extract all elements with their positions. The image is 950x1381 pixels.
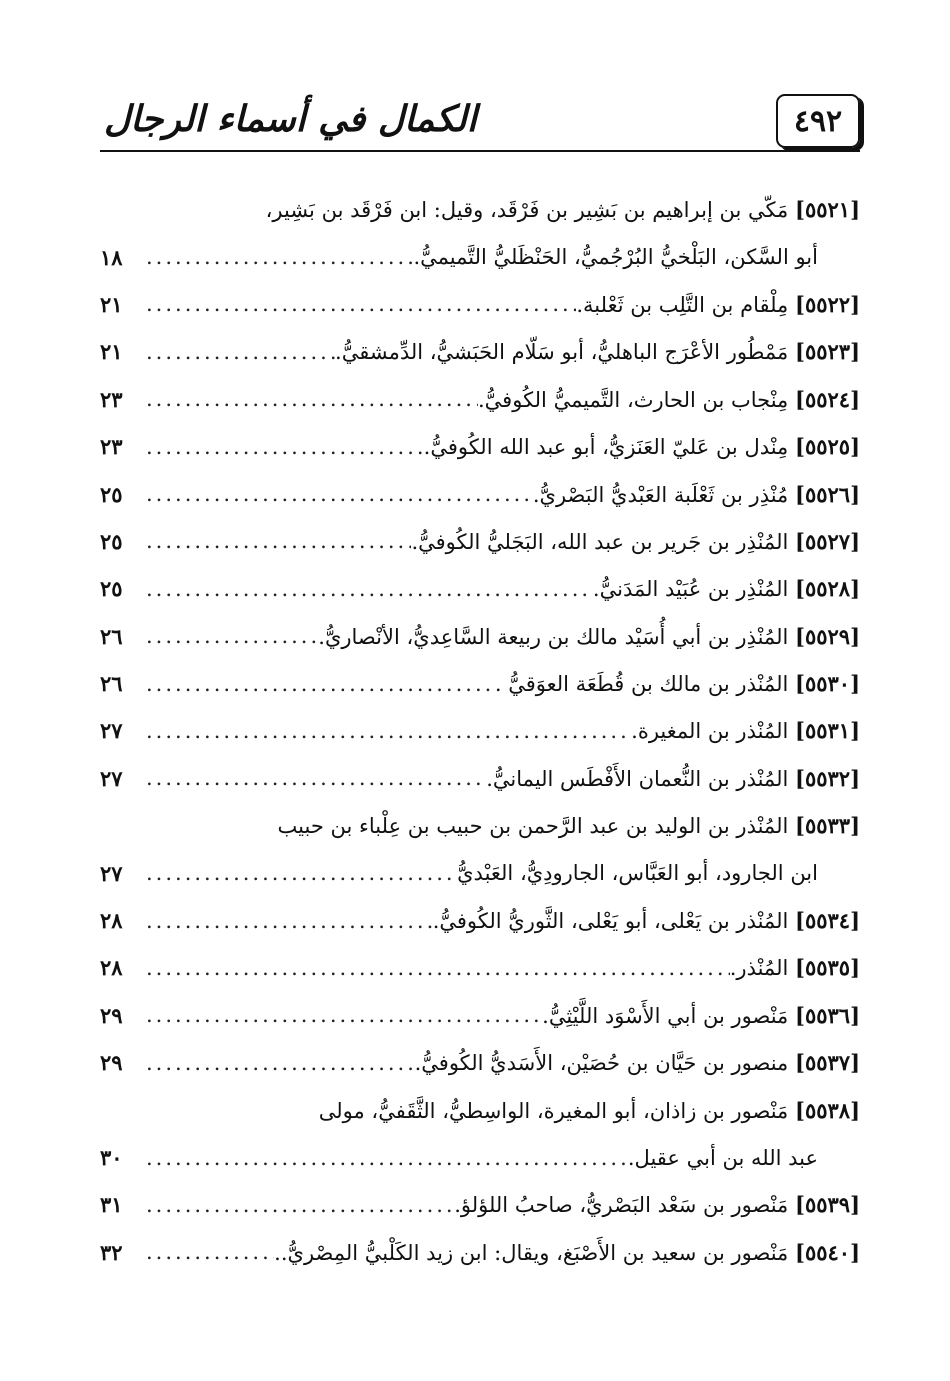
- entry-number: [٥٥٢٩]: [795, 623, 860, 649]
- entry-number: [٥٥٢٨]: [795, 576, 860, 602]
- entry-line: [100, 423, 860, 470]
- entry-line: [100, 470, 860, 517]
- entry-page: ٢٨: [100, 955, 123, 981]
- entry-line: [100, 849, 860, 896]
- entry-line: [100, 897, 860, 944]
- entry-number: [٥٥٣١]: [795, 718, 860, 744]
- entry-page: ٢٧: [100, 860, 123, 886]
- entry-text: عبد الله بن أبي عقيل.: [627, 1145, 818, 1170]
- entry-text: مِنْدل بن عَليّ العَنَزيُّ، أبو عبد الله الكُوفيُّ.: [423, 435, 789, 460]
- leader-dots: [138, 861, 457, 885]
- entry-line: [100, 992, 860, 1039]
- entry-page: ٢٩: [100, 1002, 123, 1028]
- leader-dots: [138, 672, 495, 696]
- leader-dots: [138, 245, 413, 269]
- entry-line: [100, 233, 860, 280]
- entry-number: [٥٥٣٦]: [795, 1002, 860, 1028]
- entry-number: [٥٥٣٨]: [795, 1097, 860, 1123]
- entry-text: مِنْجاب بن الحارث، التَّميميُّ الكُوفيُّ.: [478, 387, 789, 412]
- entry-page: ٢٧: [100, 765, 123, 791]
- entry-line: [100, 565, 860, 612]
- leader-dots: [138, 482, 533, 506]
- leader-dots: [138, 387, 478, 411]
- entry-page: ٢٧: [100, 718, 123, 744]
- entry-text: مَنْصور بن زاذان، أبو المغيرة، الواسِطيُّ، الثَّقَفيُّ، مولى: [318, 1098, 789, 1123]
- entry-page: ٢١: [100, 291, 123, 317]
- entry-line: [100, 186, 860, 233]
- entry-number: [٥٥٢٧]: [795, 528, 860, 554]
- leader-dots: [138, 340, 335, 364]
- entry-line: [100, 1229, 860, 1276]
- entry-text: مَكّي بن إبراهيم بن بَشِير بن فَرْقَد، وقيل: ابن فَرْقَد بن بَشِير،: [265, 198, 789, 223]
- entry-text: مَمْطُور الأعْرَج الباهليُّ، أبو سَلّام الحَبَشيُّ، الدِّمشقيُّ.: [335, 340, 789, 365]
- entry-page: ٢٥: [100, 576, 123, 602]
- entry-text: المُنْذر بن يَعْلى، أبو يَعْلى، الثَّوريُّ الكُوفيُّ.: [432, 909, 789, 934]
- leader-dots: [138, 1051, 415, 1075]
- entry-text: المُنْذِر بن أبي أُسَيْد مالك بن ربيعة السَّاعِديُّ، الأنْصاريُّ.: [318, 624, 789, 649]
- entry-text: مُنْذِر بن ثَعْلَبة العَبْديُّ البَصْريُّ.: [532, 482, 789, 507]
- entry-page: ٢٥: [100, 528, 123, 554]
- entry-line: [100, 707, 860, 754]
- entry-line: [100, 944, 860, 991]
- leader-dots: [138, 435, 424, 459]
- entry-number: [٥٥٢٣]: [795, 339, 860, 365]
- entry-text: المُنْذِر بن جَرير بن عبد الله، البَجَليُّ الكُوفيُّ.: [411, 529, 789, 554]
- entry-number: [٥٥٣٣]: [795, 813, 860, 839]
- entry-page: ٣٠: [100, 1145, 123, 1170]
- entry-number: [٥٥٢٢]: [795, 291, 860, 317]
- entry-text: مَنْصور بن سعيد بن الأَصْبَغ، ويقال: ابن زيد الكَلْبيُّ المِصْريُّ..: [274, 1240, 789, 1265]
- leader-dots: [138, 529, 411, 553]
- entry-number: [٥٥٤٠]: [795, 1239, 860, 1265]
- entry-page: ٢١: [100, 339, 123, 365]
- entry-page: ٢٩: [100, 1050, 123, 1076]
- entry-line: [100, 281, 860, 328]
- entry-number: [٥٥٢١]: [795, 197, 860, 223]
- entry-page: ٢٣: [100, 386, 123, 412]
- entry-page: ٢٥: [100, 481, 123, 507]
- entry-number: [٥٥٣٢]: [795, 765, 860, 791]
- entry-line: [100, 613, 860, 660]
- entry-line: [100, 328, 860, 375]
- entry-page: ٢٣: [100, 434, 123, 460]
- entry-text: مَنْصور بن أبي الأَسْوَد اللَّيْثِيُّ.: [542, 1003, 789, 1028]
- entry-line: [100, 1039, 860, 1086]
- entry-text: المُنْذر بن المغيرة.: [631, 719, 789, 744]
- entry-line: [100, 1181, 860, 1228]
- entry-number: [٥٥٣٤]: [795, 908, 860, 934]
- leader-dots: [138, 624, 318, 648]
- leader-dots: [138, 577, 593, 601]
- entry-line: [100, 518, 860, 565]
- leader-dots: [138, 1240, 274, 1264]
- entry-number: [٥٥٢٥]: [795, 434, 860, 460]
- leader-dots: [138, 719, 631, 743]
- leader-dots: [138, 1003, 542, 1027]
- book-title: الكمال في أسماء الرجال: [104, 98, 477, 140]
- entry-text: مِلْقام بن التَّلِب بن ثَعْلبة.: [576, 292, 789, 317]
- entry-page: ٢٦: [100, 671, 123, 697]
- entry-page: ١٨: [100, 244, 123, 270]
- leader-dots: [138, 1146, 628, 1170]
- entry-text: أبو السَّكن، البَلْخيُّ البُرْجُميُّ، الحَنْظَليُّ التَّميميُّ.: [413, 245, 818, 270]
- entry-line: [100, 755, 860, 802]
- entry-number: [٥٥٣٠]: [795, 671, 860, 697]
- leader-dots: [138, 909, 433, 933]
- entry-line: [100, 660, 860, 707]
- page-header: [100, 92, 860, 154]
- entry-text: ابن الجارود، أبو العَبَّاس، الجارودِيُّ، العَبْديُّ: [457, 861, 818, 886]
- entry-number: [٥٥٣٥]: [795, 955, 860, 981]
- entry-page: ٣١: [100, 1192, 123, 1218]
- entry-page: ٢٨: [100, 908, 123, 934]
- entry-text: المُنْذر بن مالك بن قُطَعَة العوَقيُّ .: [494, 672, 789, 697]
- entry-number: [٥٥٢٦]: [795, 481, 860, 507]
- header-rule: [100, 150, 860, 152]
- entry-number: [٥٥٣٧]: [795, 1050, 860, 1076]
- entry-text: المُنْذر بن النُّعمان الأَفْطَس اليمانيُّ.: [486, 766, 789, 791]
- index-entries: [100, 186, 860, 1276]
- entry-number: [٥٥٢٤]: [795, 386, 860, 412]
- entry-page: ٣٢: [100, 1239, 123, 1265]
- leader-dots: [138, 292, 576, 316]
- leader-dots: [138, 956, 730, 980]
- entry-number: [٥٥٣٩]: [795, 1192, 860, 1218]
- entry-line: [100, 1086, 860, 1133]
- entry-text: المُنْذِر بن عُبَيْد المَدَنيُّ.: [592, 577, 789, 602]
- entry-text: منصور بن حَيَّان بن حُصَيْن، الأَسَديُّ الكُوفيُّ.: [414, 1051, 789, 1076]
- entry-line: [100, 802, 860, 849]
- entry-line: [100, 376, 860, 423]
- leader-dots: [138, 1193, 454, 1217]
- entry-text: مَنْصور بن سَعْد البَصْريُّ، صاحبُ اللؤلؤ.: [454, 1193, 789, 1218]
- entry-text: المُنْذر بن الوليد بن عبد الرَّحمن بن حبيب بن عِلْباء بن حبيب: [277, 814, 789, 839]
- entry-page: ٢٦: [100, 623, 123, 649]
- leader-dots: [138, 766, 486, 790]
- entry-line: [100, 1134, 860, 1181]
- page-number: ٤٩٢: [776, 94, 860, 148]
- entry-text: المُنْذر.: [729, 956, 789, 981]
